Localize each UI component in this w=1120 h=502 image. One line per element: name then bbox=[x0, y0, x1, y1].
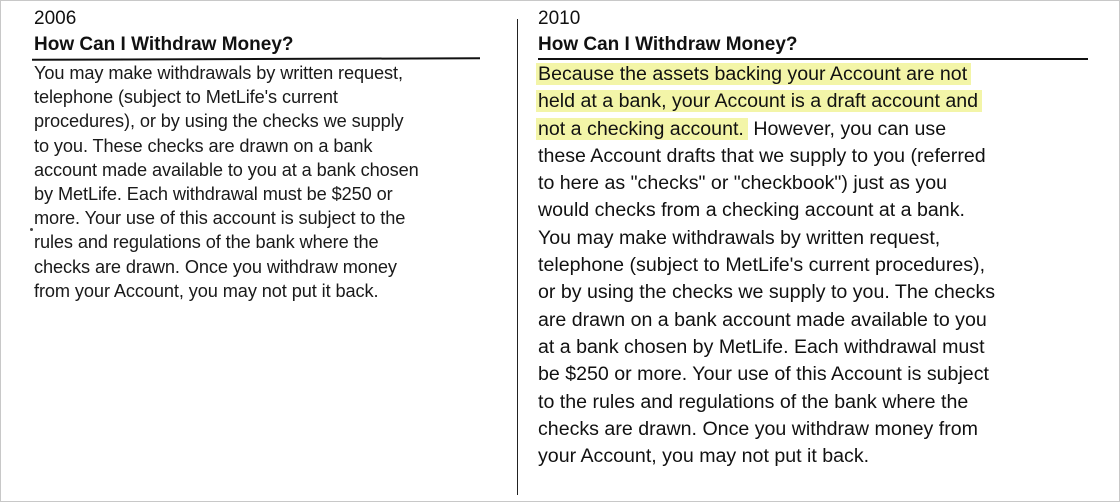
text-line-highlighted bbox=[538, 88, 1098, 115]
text-line: You may make withdrawals by written request, bbox=[34, 63, 403, 83]
highlighted-text: not a checking account. bbox=[536, 118, 748, 140]
text-line: procedures), or by using the checks we supply bbox=[34, 111, 404, 132]
text-line-mixed bbox=[538, 116, 1098, 143]
column-2010 bbox=[538, 7, 1098, 470]
year-label-2010: 2010 bbox=[538, 8, 581, 29]
column-2006 bbox=[34, 7, 494, 303]
text-line: from your Account, you may not put it back. bbox=[34, 280, 379, 301]
text-line: You may make withdrawals by written request, bbox=[538, 226, 941, 249]
text-line: at a bank chosen by MetLife. Each withdrawal must bbox=[538, 335, 985, 358]
body-text-2006 bbox=[34, 61, 494, 303]
heading-2006: How Can I Withdraw Money? bbox=[34, 34, 294, 55]
heading-underline-2010 bbox=[538, 58, 1088, 60]
text-line: rules and regulations of the bank where the bbox=[34, 232, 379, 253]
body-text-2010 bbox=[538, 61, 1098, 470]
heading-2010: How Can I Withdraw Money? bbox=[538, 34, 798, 55]
highlighted-text: held at a bank, your Account is a draft account and bbox=[536, 90, 982, 112]
text-line: checks are drawn. Once you withdraw money from bbox=[538, 417, 978, 440]
text-fragment: However, you can use bbox=[747, 117, 947, 140]
text-line: your Account, you may not put it back. bbox=[538, 445, 870, 468]
text-line: to here as "checks" or "checkbook") just as you bbox=[538, 172, 948, 195]
text-line: these Account drafts that we supply to you (referred bbox=[538, 144, 986, 167]
text-line: by MetLife. Each withdrawal must be $250 or bbox=[34, 184, 393, 205]
text-line: telephone (subject to MetLife's current bbox=[34, 87, 338, 108]
text-line-highlighted bbox=[538, 61, 1098, 88]
scan-speck bbox=[30, 228, 33, 231]
text-line: would checks from a checking account at a bank. bbox=[538, 199, 965, 222]
text-line: be $250 or more. Your use of this Account is subject bbox=[538, 363, 989, 386]
text-line: to the rules and regulations of the bank where the bbox=[538, 390, 969, 413]
text-line: more. Your use of this account is subject to the bbox=[34, 208, 406, 229]
text-line: checks are drawn. Once you withdraw money bbox=[34, 256, 397, 277]
text-line: are drawn on a bank account made available to you bbox=[538, 308, 987, 331]
text-line: to you. These checks are drawn on a bank bbox=[34, 135, 373, 156]
highlighted-text: Because the assets backing your Account are not bbox=[536, 63, 971, 85]
text-line: telephone (subject to MetLife's current procedures), bbox=[538, 254, 986, 277]
text-line: account made available to you at a bank chosen bbox=[34, 159, 419, 180]
text-line: or by using the checks we supply to you. The checks bbox=[538, 281, 996, 304]
year-label-2006: 2006 bbox=[34, 8, 77, 29]
column-divider bbox=[517, 19, 518, 495]
